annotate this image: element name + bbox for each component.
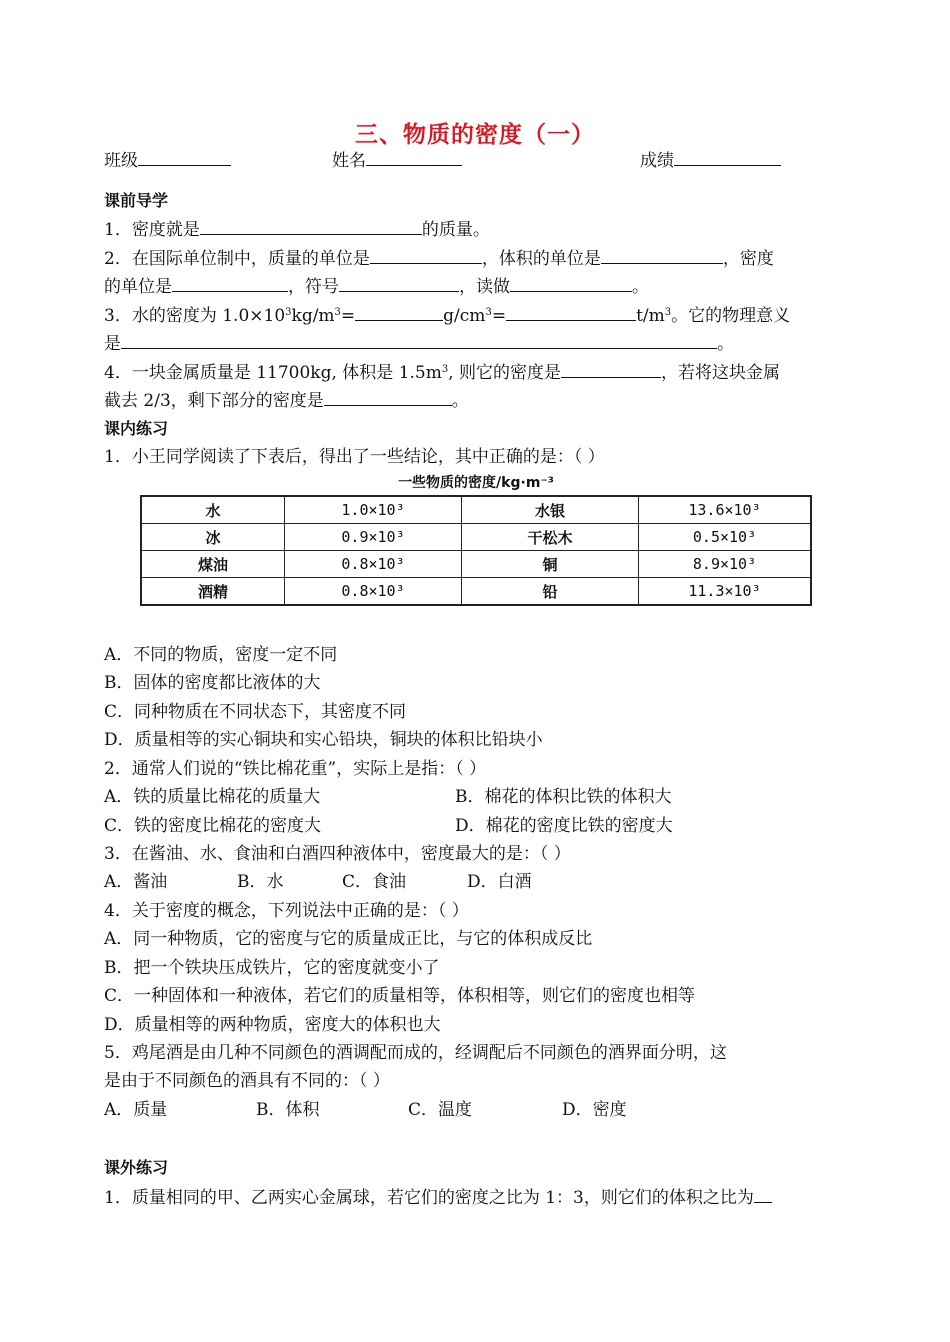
section-after-heading: 课外练习 <box>104 1158 169 1177</box>
inclass-q2-option-c: C．铁的密度比棉花的密度大 <box>104 816 322 836</box>
inclass-q1-option-b: B．固体的密度都比液体的大 <box>104 673 321 693</box>
inclass-q5-option-b: B．体积 <box>256 1100 320 1120</box>
pre-q3-blank1[interactable] <box>355 304 443 321</box>
pre-q2-blank5[interactable] <box>510 275 632 292</box>
inclass-q4-option-c: C．一种固体和一种液体，若它们的质量相等，体积相等，则它们的密度也相等 <box>104 986 696 1006</box>
pre-q2-blank1[interactable] <box>370 247 482 264</box>
density-table-block <box>140 473 812 606</box>
table-cell: 0.5×10³ <box>639 524 812 551</box>
inclass-q5-option-d: D．密度 <box>562 1100 627 1120</box>
inclass-q5-option-c: C．温度 <box>408 1100 473 1120</box>
score-field: 成绩 <box>640 149 781 172</box>
name-field: 姓名 <box>332 149 462 172</box>
inclass-q1: 1．小王同学阅读了下表后，得出了一些结论，其中正确的是：（ ） <box>104 447 605 467</box>
pre-q4-line2: 截去 2/3，剩下部分的密度是 。 <box>104 391 469 411</box>
pre-q1: 1．密度就是 的质量。 <box>104 220 490 240</box>
inclass-q3-option-b: B．水 <box>237 872 284 892</box>
table-row <box>141 578 811 606</box>
table-cell: 酒精 <box>141 578 285 606</box>
inclass-q5-line1: 5．鸡尾酒是由几种不同颜色的酒调配而成的，经调配后不同颜色的酒界面分明，这 <box>104 1043 727 1063</box>
table-cell: 水银 <box>462 496 639 524</box>
inclass-q3: 3．在酱油、水、食油和白酒四种液体中，密度最大的是：（ ） <box>104 844 571 864</box>
pre-q3-blank3[interactable] <box>121 332 717 349</box>
inclass-q5-option-a: A．质量 <box>104 1100 168 1120</box>
table-cell: 干松木 <box>462 524 639 551</box>
inclass-q2-option-d: D．棉花的密度比铁的密度大 <box>455 816 673 836</box>
table-cell: 煤油 <box>141 551 285 578</box>
density-table-caption: 一些物质的密度/kg·m⁻³ <box>398 475 554 491</box>
after-q1: 1．质量相同的甲、乙两实心金属球，若它们的密度之比为 1：3，则它们的体积之比为 <box>104 1186 772 1209</box>
pre-q2-blank3[interactable] <box>172 275 288 292</box>
pre-q2-blank2[interactable] <box>601 247 723 264</box>
inclass-q4-option-a: A．同一种物质，它的密度与它的质量成正比，与它的体积成反比 <box>104 929 593 949</box>
class-blank[interactable] <box>138 149 231 166</box>
table-cell: 冰 <box>141 524 285 551</box>
inclass-q1-option-a: A．不同的物质，密度一定不同 <box>104 645 338 665</box>
inclass-q3-option-d: D．白酒 <box>467 872 532 892</box>
pre-q2-line1: 2．在国际单位制中，质量的单位是 ，体积的单位是 ，密度 <box>104 249 774 269</box>
inclass-q2-option-b: B．棉花的体积比铁的体积大 <box>455 787 672 807</box>
pre-q4-line1: 4．一块金属质量是 11700kg, 体积是 $1.5m^3$, 则它的密度是 ，若将这块金属 <box>104 363 781 383</box>
inclass-q1-option-d: D．质量相等的实心铜块和实心铅块，铜块的体积比铅块小 <box>104 730 543 750</box>
pre-q2-line2: 的单位是 ，符号 ，读做 。 <box>104 277 649 297</box>
inclass-q1-option-c: C．同种物质在不同状态下，其密度不同 <box>104 702 407 722</box>
inclass-q3-option-a: A．酱油 <box>104 872 168 892</box>
section-pre-heading: 课前导学 <box>104 191 169 210</box>
inclass-q5-line2: 是由于不同颜色的酒具有不同的：（ ） <box>104 1071 390 1091</box>
table-cell: 8.9×10³ <box>639 551 812 578</box>
inclass-q2: 2．通常人们说的“铁比棉花重”，实际上是指：（ ） <box>104 759 487 779</box>
pre-q3-line1: 3．水的密度为 $1.0\times 10^3kg/m^3= g/cm^3= t/m^3$。它的物理意义 <box>104 306 791 326</box>
pre-q3-blank2[interactable] <box>506 304 636 321</box>
name-blank[interactable] <box>366 149 462 166</box>
table-cell: 水 <box>141 496 285 524</box>
table-cell: 0.9×10³ <box>285 524 462 551</box>
section-inclass-heading: 课内练习 <box>104 419 169 438</box>
pre-q4-blank2[interactable] <box>324 389 452 406</box>
inclass-q2-option-a: A．铁的质量比棉花的质量大 <box>104 787 321 807</box>
inclass-q4-option-d: D．质量相等的两种物质，密度大的体积也大 <box>104 1015 441 1035</box>
pre-q1-blank[interactable] <box>200 218 422 235</box>
pre-q3-line2: 是 。 <box>104 334 734 354</box>
inclass-q4: 4．关于密度的概念，下列说法中正确的是：（ ） <box>104 901 469 921</box>
inclass-q3-option-c: C．食油 <box>342 872 407 892</box>
table-cell: 1.0×10³ <box>285 496 462 524</box>
inclass-q4-option-b: B．把一个铁块压成铁片，它的密度就变小了 <box>104 958 440 978</box>
table-cell: 13.6×10³ <box>639 496 812 524</box>
table-cell: 铅 <box>462 578 639 606</box>
pre-q4-blank1[interactable] <box>561 361 661 378</box>
class-field: 班级 <box>104 149 231 172</box>
density-table <box>140 495 812 606</box>
table-row <box>141 551 811 578</box>
table-row <box>141 524 811 551</box>
pre-q2-blank4[interactable] <box>339 275 459 292</box>
table-cell: 0.8×10³ <box>285 551 462 578</box>
table-cell: 11.3×10³ <box>639 578 812 606</box>
table-row <box>141 496 811 524</box>
page-title: 三、物质的密度（一） <box>355 122 595 148</box>
table-cell: 铜 <box>462 551 639 578</box>
after-q1-blank[interactable] <box>754 1186 772 1203</box>
score-blank[interactable] <box>674 149 781 166</box>
table-cell: 0.8×10³ <box>285 578 462 606</box>
